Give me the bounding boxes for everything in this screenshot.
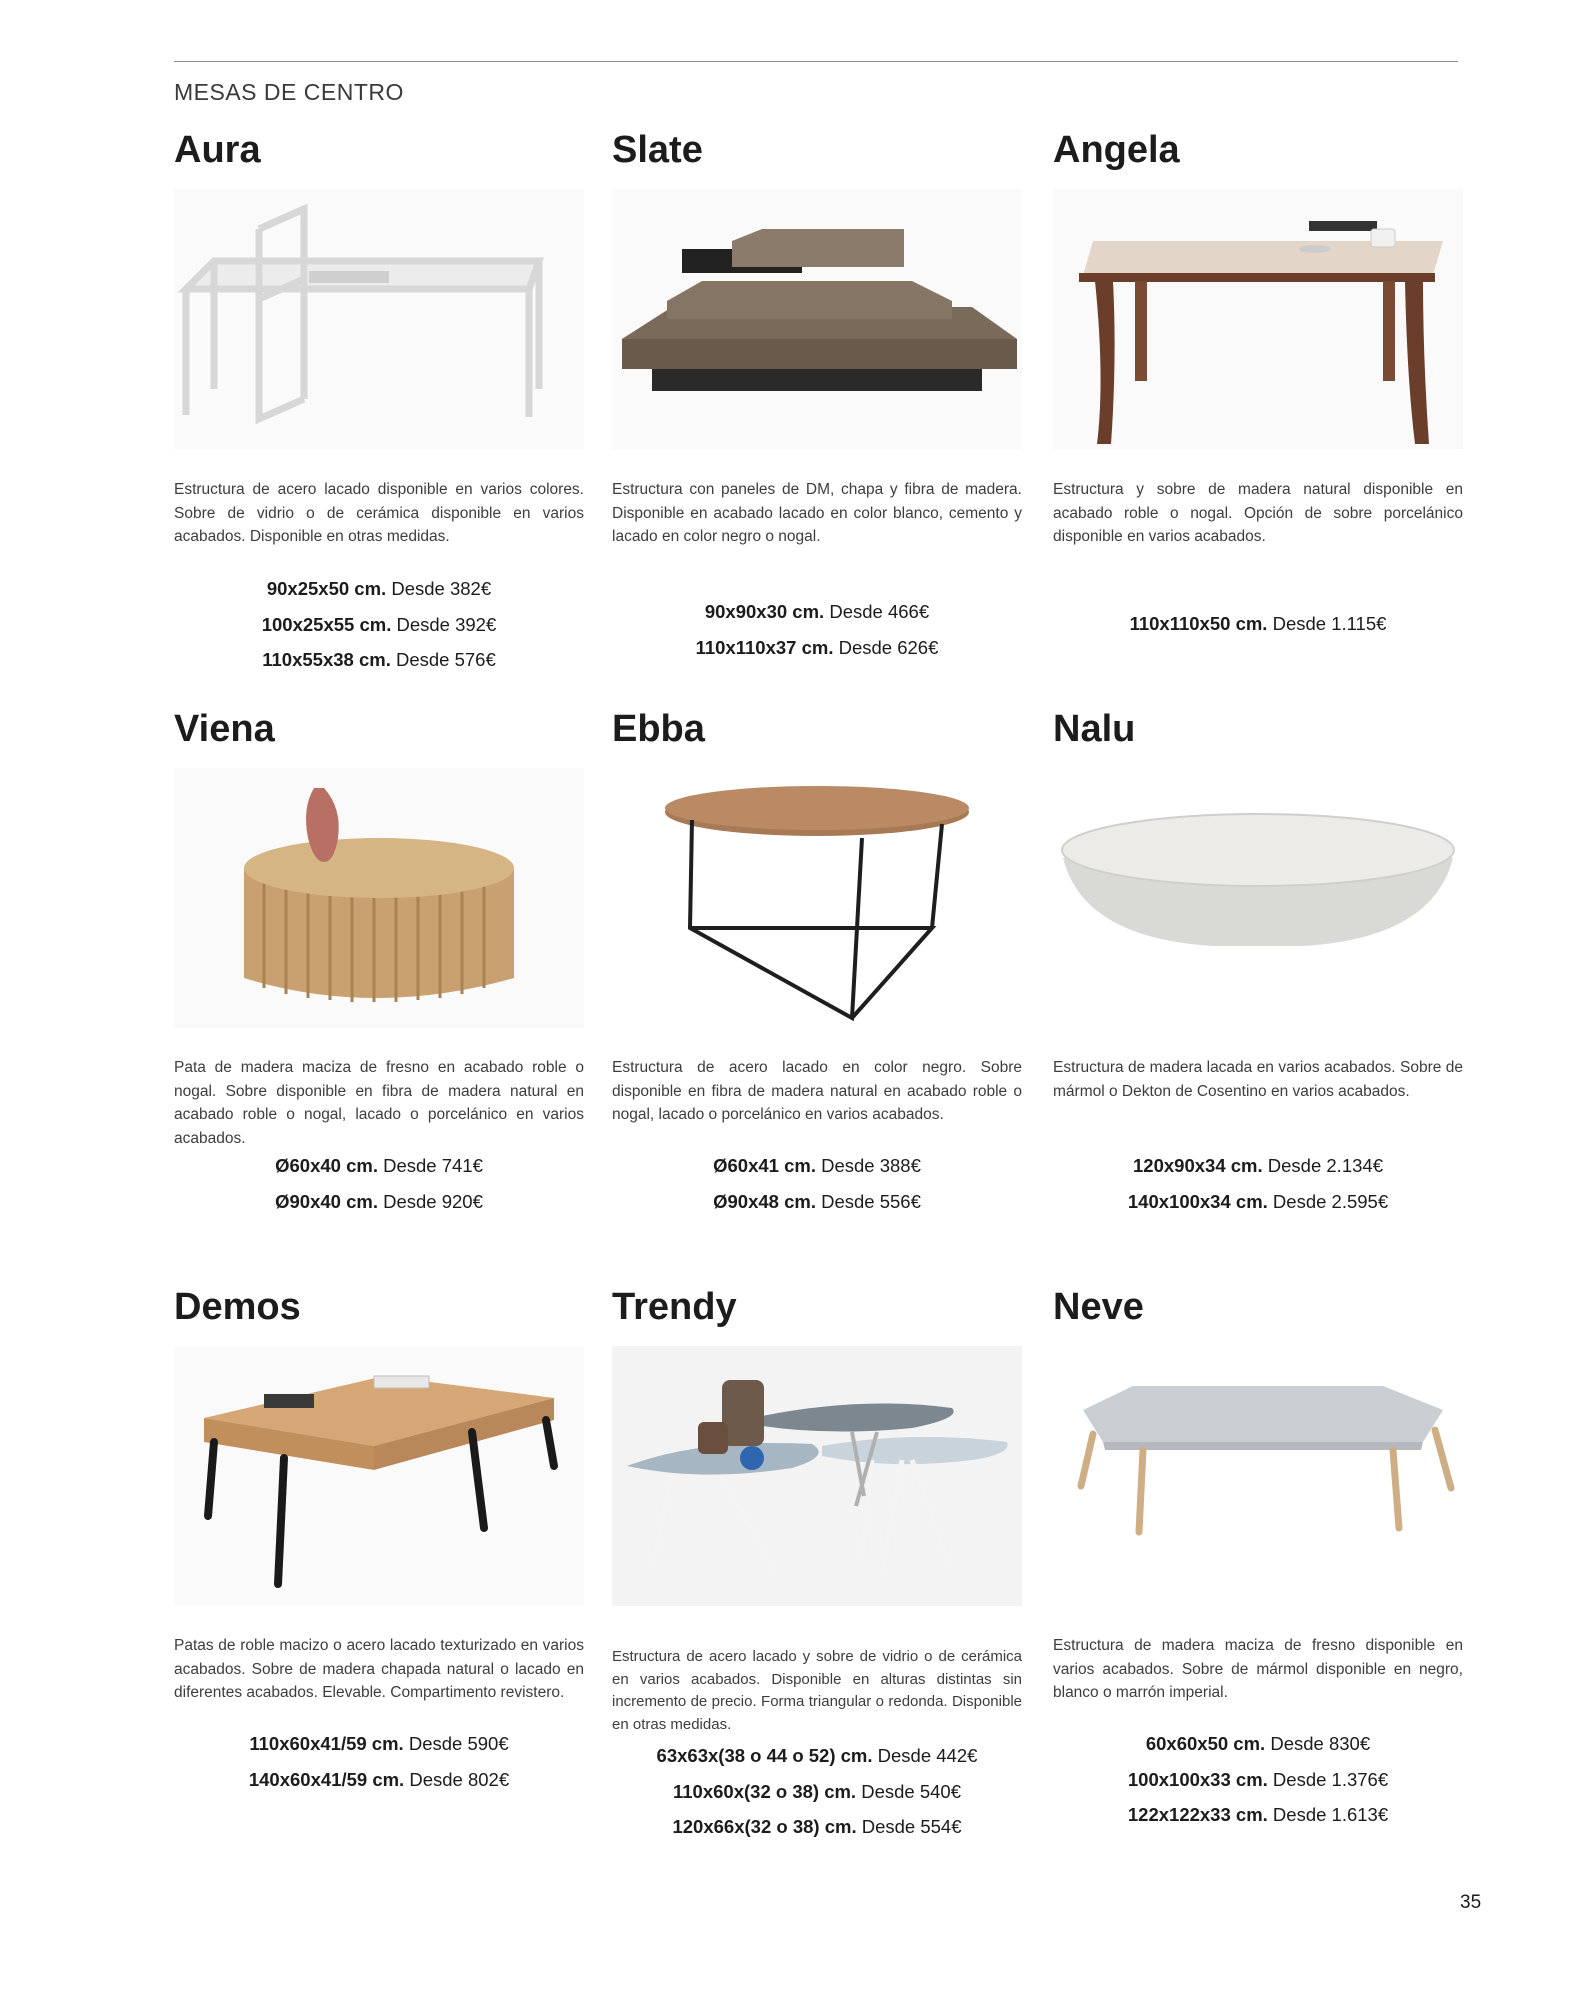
price-list xyxy=(1053,1726,1463,1833)
price-list xyxy=(1053,1148,1463,1219)
price-value: Desde 830€ xyxy=(1270,1733,1371,1754)
price-value: Desde 392€ xyxy=(396,613,497,635)
price-size: 100x25x55 cm. xyxy=(261,613,392,635)
price-value: Desde 802€ xyxy=(409,1768,510,1790)
price-value: Desde 1.613€ xyxy=(1272,1804,1389,1825)
price-size: 140x60x41/59 cm. xyxy=(248,1768,405,1790)
price-line xyxy=(174,571,584,607)
price-size: 140x100x34 cm. xyxy=(1127,1190,1268,1212)
price-size: Ø60x41 cm. xyxy=(713,1155,816,1176)
price-line xyxy=(612,1774,1022,1810)
product-name: Trendy xyxy=(612,1286,737,1328)
price-line xyxy=(174,642,584,678)
product-description: Estructura de madera lacada en varios acabados. Sobre de mármol o Dekton de Cosentino en varios acabados. xyxy=(1053,1059,1463,1100)
price-value: Desde 388€ xyxy=(821,1155,921,1176)
price-size: 60x60x50 cm. xyxy=(1145,1733,1266,1754)
section-title: MESAS DE CENTRO xyxy=(174,79,404,105)
price-size: 110x55x38 cm. xyxy=(262,649,391,670)
price-value: Desde 576€ xyxy=(395,649,496,670)
price-line xyxy=(612,1184,1022,1220)
price-size: 110x60x(32 o 38) cm. xyxy=(673,1780,857,1802)
price-size: Ø90x48 cm. xyxy=(713,1190,816,1212)
price-list xyxy=(174,1726,584,1797)
price-list xyxy=(174,1148,584,1219)
product-description: Patas de roble macizo o acero lacado texturizado en varios acabados. Sobre de madera chapada natural o lacado en diferentes acabados. Elevable. Compartimento revistero. xyxy=(174,1637,584,1701)
product-name: Neve xyxy=(1053,1286,1144,1328)
price-line xyxy=(174,1726,584,1762)
price-value: Desde 590€ xyxy=(408,1733,509,1754)
price-line xyxy=(174,1148,584,1184)
product-name: Ebba xyxy=(612,708,705,750)
price-line xyxy=(612,630,1022,666)
price-size: 120x90x34 cm. xyxy=(1133,1155,1263,1176)
price-value: Desde 2.134€ xyxy=(1267,1155,1383,1176)
price-size: 90x25x50 cm. xyxy=(266,578,387,599)
price-size: 90x90x30 cm. xyxy=(704,601,825,622)
price-value: Desde 2.595€ xyxy=(1272,1190,1389,1212)
price-size: 110x110x37 cm. xyxy=(695,636,834,658)
price-size: 110x110x50 cm. xyxy=(1129,613,1268,634)
price-value: Desde 540€ xyxy=(861,1780,961,1802)
price-line xyxy=(612,1148,1022,1184)
price-line xyxy=(1053,1797,1463,1833)
product-description: Estructura de acero lacado y sobre de vidrio o de cerámica en varios acabados. Disponible en alturas distintas sin incremento de precio. Forma triangular o redonda. Disponible en otras medidas. xyxy=(612,1648,1022,1733)
price-value: Desde 741€ xyxy=(383,1155,483,1176)
product-photo-slate xyxy=(612,189,1022,449)
price-value: Desde 442€ xyxy=(877,1745,978,1766)
price-size: 63x63x(38 o 44 o 52) cm. xyxy=(656,1745,873,1766)
price-size: 110x60x41/59 cm. xyxy=(249,1733,404,1754)
price-line xyxy=(612,594,1022,630)
product-photo-aura xyxy=(174,189,584,449)
price-list xyxy=(174,571,584,678)
product-description: Estructura de acero lacado disponible en varios colores. Sobre de vidrio o de cerámica disponible en varios acabados. Disponible en otras medidas. xyxy=(174,481,584,545)
product-description: Estructura con paneles de DM, chapa y fibra de madera. Disponible en acabado lacado en color blanco, cemento y lacado en color negro o nogal. xyxy=(612,481,1022,545)
product-description: Estructura de madera maciza de fresno disponible en varios acabados. Sobre de mármol disponible en negro, blanco o marrón imperial. xyxy=(1053,1637,1463,1701)
price-line xyxy=(1053,1184,1463,1220)
product-name: Nalu xyxy=(1053,708,1136,750)
price-value: Desde 554€ xyxy=(861,1816,962,1837)
price-line xyxy=(174,1762,584,1798)
product-description: Estructura de acero lacado en color negro. Sobre disponible en fibra de madera natural en acabado roble o nogal, lacado o porcelánico en varios acabados. xyxy=(612,1059,1022,1123)
price-value: Desde 1.376€ xyxy=(1272,1768,1389,1790)
price-list xyxy=(612,1148,1022,1219)
product-name: Viena xyxy=(174,708,275,750)
product-photo-angela xyxy=(1053,189,1463,449)
product-description: Pata de madera maciza de fresno en acabado roble o nogal. Sobre disponible en fibra de madera natural en acabado roble o nogal, lacado o porcelánico en varios acabados. xyxy=(174,1059,584,1147)
price-line xyxy=(1053,1762,1463,1798)
price-value: Desde 466€ xyxy=(829,601,930,622)
price-line xyxy=(1053,1726,1463,1762)
price-line xyxy=(612,1809,1022,1845)
price-value: Desde 382€ xyxy=(391,578,492,599)
product-name: Aura xyxy=(174,129,261,171)
price-value: Desde 626€ xyxy=(838,636,939,658)
product-description: Estructura y sobre de madera natural disponible en acabado roble o nogal. Opción de sobre porcelánico disponible en varios acabados. xyxy=(1053,481,1463,545)
price-size: Ø90x40 cm. xyxy=(275,1190,378,1212)
price-size: 100x100x33 cm. xyxy=(1127,1768,1268,1790)
price-size: Ø60x40 cm. xyxy=(275,1155,378,1176)
price-line xyxy=(1053,606,1463,642)
price-line xyxy=(174,1184,584,1220)
price-line xyxy=(174,607,584,643)
price-value: Desde 1.115€ xyxy=(1272,613,1387,634)
price-list xyxy=(612,1738,1022,1845)
product-name: Angela xyxy=(1053,129,1180,171)
price-line xyxy=(612,1738,1022,1774)
price-size: 120x66x(32 o 38) cm. xyxy=(672,1816,857,1837)
price-value: Desde 556€ xyxy=(821,1190,921,1212)
product-photo-viena xyxy=(174,768,584,1028)
top-divider xyxy=(174,61,1458,62)
price-value: Desde 920€ xyxy=(383,1190,483,1212)
price-line xyxy=(1053,1148,1463,1184)
product-photo-trendy xyxy=(612,1346,1022,1606)
product-photo-neve xyxy=(1053,1346,1463,1606)
price-size: 122x122x33 cm. xyxy=(1127,1804,1268,1825)
page-number: 35 xyxy=(1460,1892,1482,1913)
product-name: Demos xyxy=(174,1286,301,1328)
price-list xyxy=(1053,606,1463,642)
product-photo-nalu xyxy=(1053,768,1463,1028)
product-photo-ebba xyxy=(612,768,1022,1028)
product-photo-demos xyxy=(174,1346,584,1606)
product-name: Slate xyxy=(612,129,703,171)
price-list xyxy=(612,594,1022,665)
